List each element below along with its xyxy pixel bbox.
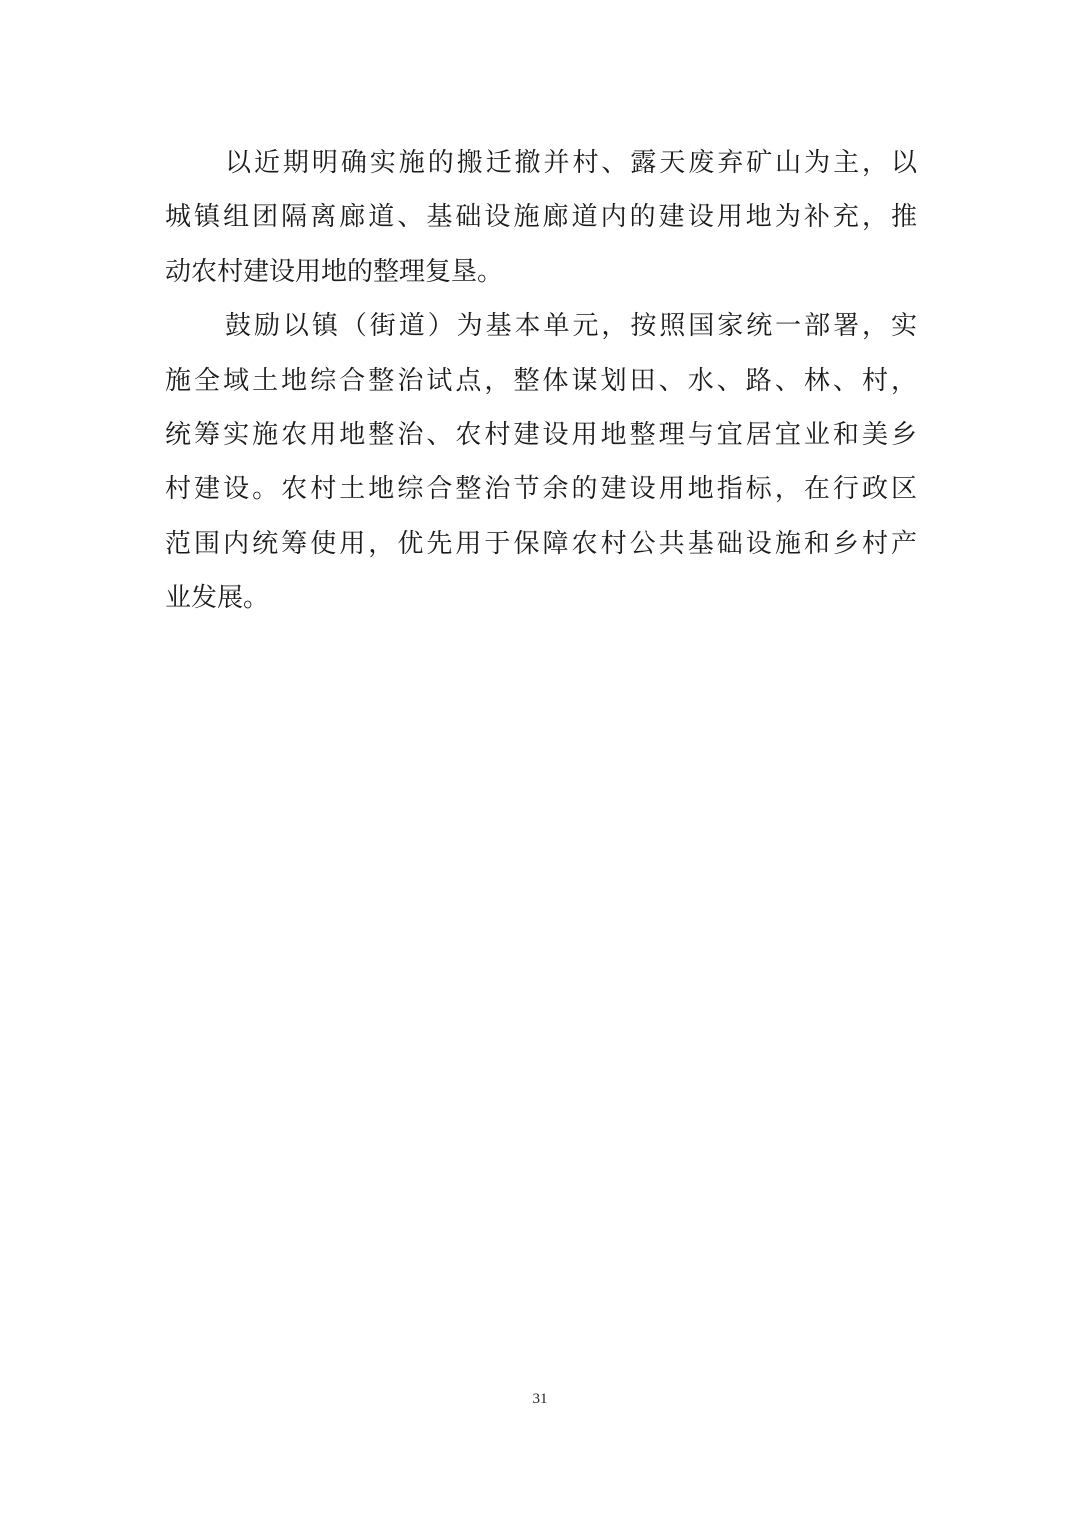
document-body [165,136,917,626]
paragraph-1 [165,136,917,299]
paragraph-line: 统筹实施农用地整治、农村建设用地整理与宜居宜业和美乡 [165,420,917,451]
page-number: 31 [532,1391,548,1407]
paragraph-line: 村建设。农村土地综合整治节余的建设用地指标，在行政区 [165,474,917,505]
paragraph-line: 动农村建设用地的整理复垦。 [165,256,504,287]
paragraph-line: 城镇组团隔离廊道、基础设施廊道内的建设用地为补充，推 [165,202,917,233]
paragraph-2 [165,299,917,625]
paragraph-line: 以近期明确实施的搬迁撤并村、露天废弃矿山为主，以 [225,148,917,178]
paragraph-line: 施全域土地综合整治试点，整体谋划田、水、路、林、村， [165,365,917,396]
paragraph-line: 业发展。 [165,583,270,614]
paragraph-line: 鼓励以镇（街道）为基本单元，按照国家统一部署，实 [225,311,917,342]
paragraph-line: 范围内统筹使用，优先用于保障农村公共基础设施和乡村产 [165,528,917,559]
